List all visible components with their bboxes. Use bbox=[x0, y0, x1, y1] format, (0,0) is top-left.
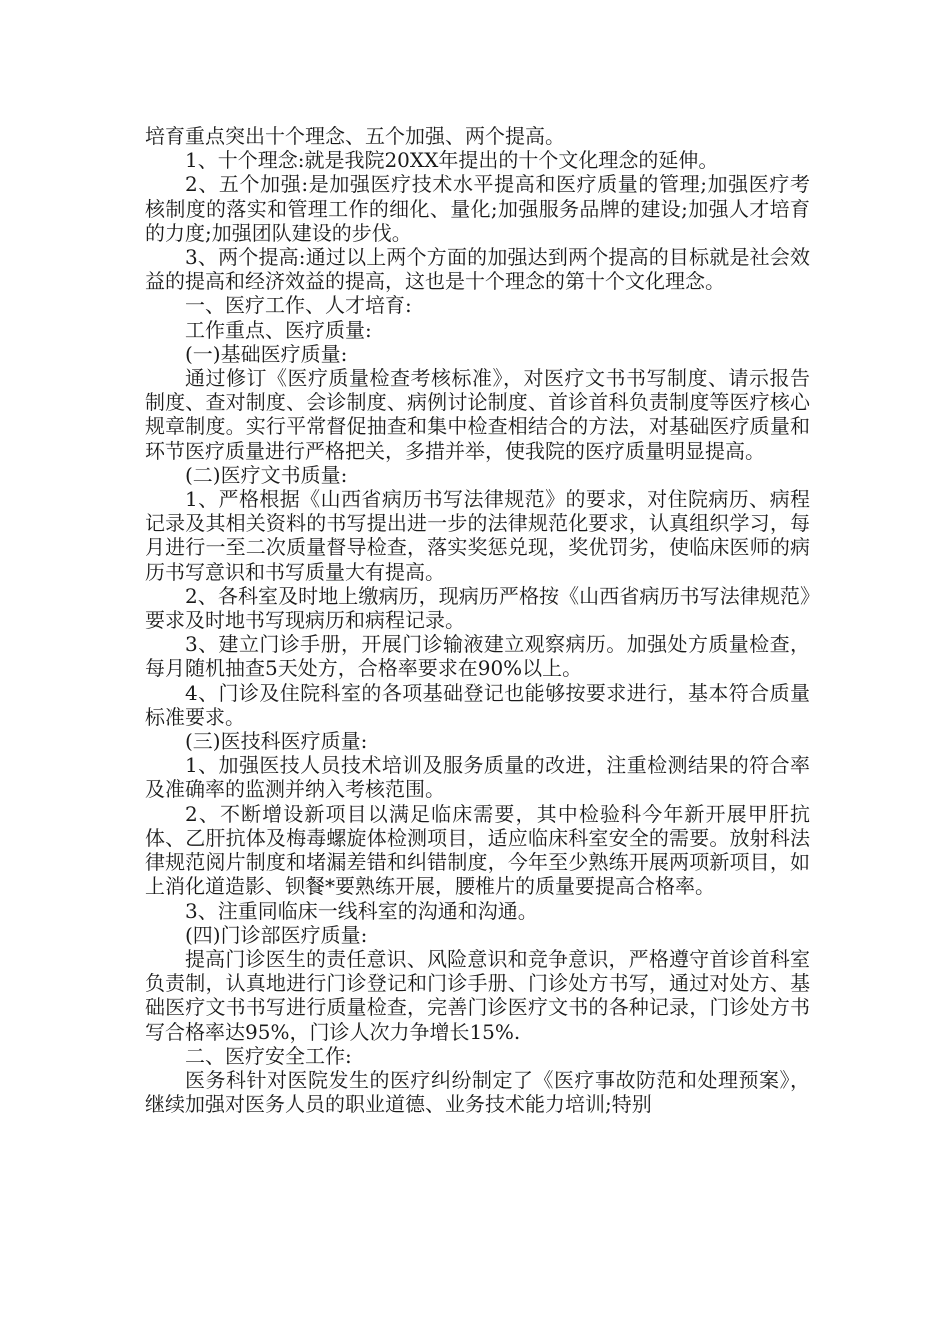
paragraph: 通过修订《医疗质量检查考核标准》，对医疗文书书写制度、请示报告制度、查对制度、会诊制度、病例讨论制度、首诊首科负责制度等医疗核心规章制度。实行平常督促抽查和集中检查相结合的方法，对基础医疗质量和环节医疗质量进行严格把关，多措并举，使我院的医疗质量明显提高。 bbox=[145, 366, 810, 463]
paragraph: 1、十个理念:就是我院20XX年提出的十个文化理念的延伸。 bbox=[185, 148, 719, 173]
paragraph: 2、五个加强:是加强医疗技术水平提高和医疗质量的管理;加强医疗考核制度的落实和管理工作的细化、量化;加强服务品牌的建设;加强人才培育的力度;加强团队建设的步伐。 bbox=[145, 172, 810, 245]
section-heading: 一、医疗工作、人才培育: bbox=[185, 293, 412, 318]
section-heading: 工作重点、医疗质量: bbox=[185, 317, 372, 342]
paragraph: 2、各科室及时地上缴病历，现病历严格按《山西省病历书写法律规范》要求及时地书写现病历和病程记录。 bbox=[145, 583, 810, 633]
subsection-heading: (一)基础医疗质量: bbox=[185, 341, 348, 366]
paragraph: 医务科针对医院发生的医疗纠纷制定了《医疗事故防范和处理预案》，继续加强对医务人员的职业道德、业务技术能力培训;特别 bbox=[145, 1067, 810, 1117]
paragraph: 3、注重同临床一线科室的沟通和沟通。 bbox=[185, 898, 538, 923]
subsection-heading: (三)医技科医疗质量: bbox=[185, 729, 368, 754]
paragraph: 3、建立门诊手册，开展门诊输液建立观察病历。加强处方质量检查，每月随机抽查5天处方，合格率要求在90%以上。 bbox=[145, 632, 810, 681]
paragraph: 提高门诊医生的责任意识、风险意识和竞争意识，严格遵守首诊首科室负责制，认真地进行门诊登记和门诊手册、门诊处方书写，通过对处方、基础医疗文书书写进行质量检查，完善门诊医疗文书的各种记录，门诊处方书写合格率达95%，门诊人次力争增长15%. bbox=[145, 946, 810, 1044]
document-body bbox=[145, 124, 810, 1116]
section-heading: 二、医疗安全工作: bbox=[185, 1043, 352, 1068]
paragraph: 1、加强医技人员技术培训及服务质量的改进，注重检测结果的符合率及准确率的监测并纳入考核范围。 bbox=[145, 753, 810, 802]
paragraph: 4、门诊及住院科室的各项基础登记也能够按要求进行，基本符合质量标准要求。 bbox=[145, 680, 810, 729]
paragraph: 1、严格根据《山西省病历书写法律规范》的要求，对住院病历、病程记录及其相关资料的书写提出进一步的法律规范化要求，认真组织学习，每月进行一至二次质量督导检查，落实奖惩兑现，奖优罚劣，使临床医师的病历书写意识和书写质量大有提高。 bbox=[145, 487, 810, 584]
subsection-heading: (二)医疗文书质量: bbox=[185, 462, 348, 487]
subsection-heading: (四)门诊部医疗质量: bbox=[185, 922, 368, 947]
paragraph: 培育重点突出十个理念、五个加强、两个提高。 bbox=[145, 124, 565, 148]
paragraph: 3、两个提高:通过以上两个方面的加强达到两个提高的目标就是社会效益的提高和经济效益的提高，这也是十个理念的第十个文化理念。 bbox=[145, 245, 810, 294]
paragraph: 2、不断增设新项目以满足临床需要，其中检验科今年新开展甲肝抗体、乙肝抗体及梅毒螺旋体检测项目，适应临床科室安全的需要。放射科法律规范阅片制度和堵漏差错和纠错制度，今年至少熟练开展两项新项目，如上消化道造影、钡餐*要熟练开展，腰椎片的质量要提高合格率。 bbox=[145, 801, 810, 899]
